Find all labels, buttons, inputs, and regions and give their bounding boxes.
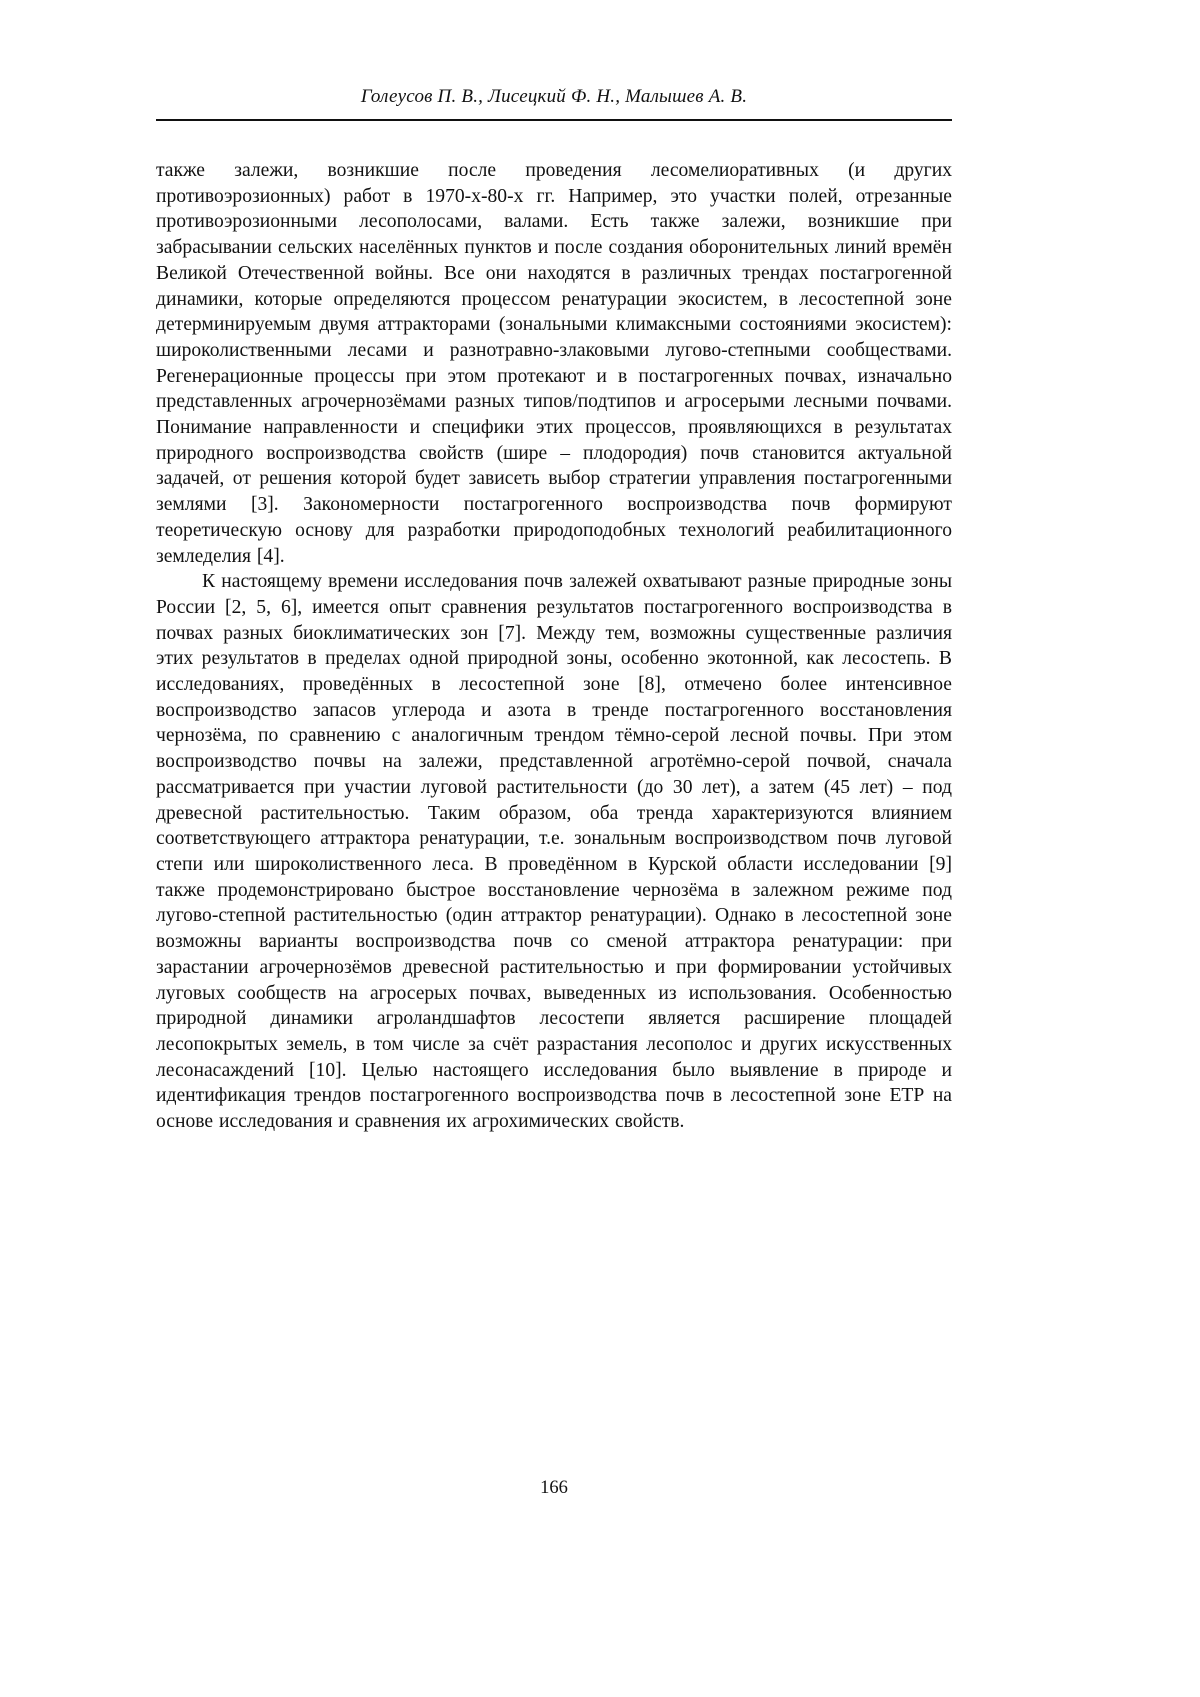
running-head bbox=[156, 86, 952, 121]
page-footer bbox=[156, 1478, 952, 1499]
body-paragraph: К настоящему времени исследования почв залежей охватывают разные природные зоны России [2, 5, 6], имеется опыт сравнения результатов постагрогенного воспроизводства в почвах разных биоклиматических зон [7]. Между тем, возможны существенные различия этих результатов в пределах одной природной зоны, особенно экотонной, как лесостепь. В исследованиях, проведённых в лесостепной зоне [8], отмечено более интенсивное воспроизводство запасов углерода и азота в тренде постагрогенного восстановления чернозёма, по сравнению с аналогичным трендом тёмно-серой лесной почвы. При этом воспроизводство почвы на залежи, представленной агротёмно-серой почвой, сначала рассматривается при участии луговой растительности (до 30 лет), а затем (45 лет) – под древесной растительностью. Таким образом, оба тренда характеризуются влиянием соответствующего аттрактора ренатурации, т.е. зональным воспроизводством почв луговой степи или широколиственного леса. В проведённом в Курской области исследовании [9] также продемонстрировано быстрое восстановление чернозёма в залежном режиме под лугово-степной растительностью (один аттрактор ренатурации). Однако в лесостепной зоне возможны варианты воспроизводства почв со сменой аттрактора ренатурации: при зарастании агрочернозёмов древесной растительностью и при формировании устойчивых луговых сообществ на агросерых почвах, выведенных из использования. Особенностью природной динамики агроландшафтов лесостепи является расширение площадей лесопокрытых земель, в том числе за счёт разрастания лесополос и других искусственных лесонасаждений [10]. Целью настоящего исследования было выявление в природе и идентификация трендов постагрогенного воспроизводства почв в лесостепной зоне ЕТР на основе исследования и сравнения их агрохимических свойств. bbox=[156, 571, 952, 1133]
page-number: 166 bbox=[540, 1478, 568, 1498]
running-head-authors: Голеусов П. В., Лисецкий Ф. Н., Малышев А. В. bbox=[360, 86, 748, 107]
article-body bbox=[156, 158, 952, 1135]
body-paragraph-continuation: также залежи, возникшие после проведения лесомелиоративных (и других противоэрозионных) работ в 1970-х-80-х гг. Например, это участки полей, отрезанные противоэрозионными лесополосами, валами. Есть также залежи, возникшие при забрасывании сельских населённых пунктов и после создания оборонительных линий времён Великой Отечественной войны. Все они находятся в различных трендах постагрогенной динамики, которые определяются процессом ренатурации экосистем, в лесостепной зоне детерминируемым двумя аттракторами (зональными климаксными состояниями экосистем): широколиственными лесами и разнотравно-злаковыми лугово-степными сообществами. Регенерационные процессы при этом протекают и в постагрогенных почвах, изначально представленных агрочернозёмами разных типов/подтипов и агросерыми лесными почвами. Понимание направленности и специфики этих процессов, проявляющихся в результатах природного воспроизводства свойств (шире – плодородия) почв становится актуальной задачей, от решения которой будет зависеть выбор стратегии управления постагрогенными землями [3]. Закономерности постагрогенного воспроизводства почв формируют теоретическую основу для разработки природоподобных технологий реабилитационного земледелия [4]. bbox=[156, 160, 952, 567]
